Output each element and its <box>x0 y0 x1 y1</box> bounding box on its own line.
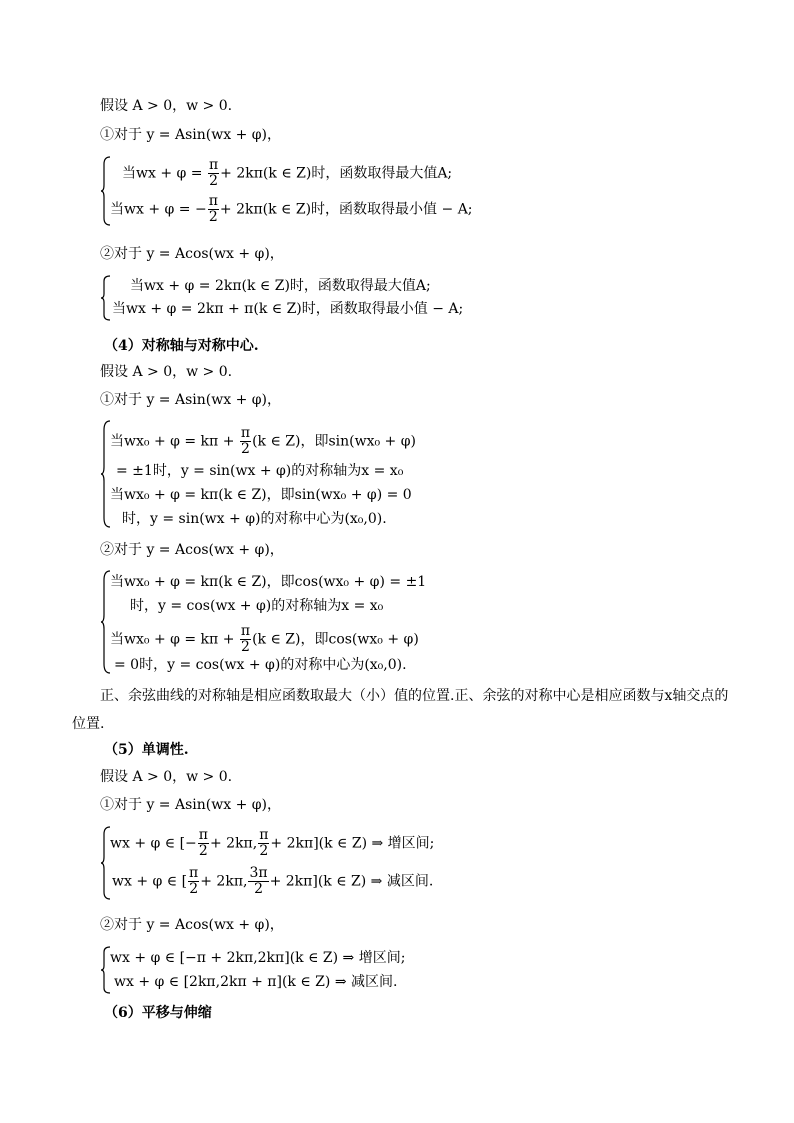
fraction-num: π <box>208 193 218 209</box>
cos-center-result: = 0时，y = cos(wx + φ)的对称中心为(x₀,0). <box>114 657 407 673</box>
sin-max-pre: 当wx + φ = <box>122 165 207 182</box>
fraction <box>240 426 251 457</box>
assumption-line: 假设 A > 0，w > 0. <box>100 769 233 785</box>
cos-increasing-interval: wx + φ ∈ [−π + 2kπ,2kπ](k ∈ Z) ⇒ 增区间; <box>110 950 406 966</box>
sin-intro-line: ①对于 y = Asin(wx + φ)， <box>100 127 282 143</box>
sin-inc-mid: + 2kπ, <box>209 835 258 852</box>
fraction <box>198 828 209 859</box>
fraction-num: 3π <box>249 865 268 881</box>
sin-axis-result: = ±1时，y = sin(wx + φ)的对称轴为x = x₀ <box>116 463 404 479</box>
fraction-den: 2 <box>208 209 218 225</box>
sin-intro-line: ①对于 y = Asin(wx + φ)， <box>100 392 282 408</box>
sin-min-pre: 当wx + φ = − <box>110 201 207 218</box>
fraction-den: 2 <box>198 843 208 859</box>
cos-axis-condition: 当wx₀ + φ = kπ(k ∈ Z)，即cos(wx₀ + φ) = ±1 <box>110 574 427 590</box>
cos-intro-line: ②对于 y = Acos(wx + φ)， <box>100 246 284 262</box>
assumption-line: 假设 A > 0，w > 0. <box>100 98 233 114</box>
cos-monotonic-cases <box>100 946 520 994</box>
sin-min-case <box>110 194 473 225</box>
fraction <box>188 866 199 897</box>
fraction-num: π <box>259 827 269 843</box>
sin-monotonic-cases <box>100 826 540 900</box>
fraction-den: 2 <box>189 881 199 897</box>
fraction-num: π <box>240 425 251 441</box>
sin-increasing-interval <box>110 828 434 859</box>
fraction-num: π <box>198 827 208 843</box>
sin-axis-pre: 当wx₀ + φ = kπ + <box>110 433 239 450</box>
left-brace-icon <box>100 275 112 321</box>
sin-inc-post: + 2kπ](k ∈ Z) ⇒ 增区间; <box>270 835 435 852</box>
fraction <box>240 624 251 655</box>
section-heading: （5）单调性. <box>104 742 189 758</box>
cos-center-condition <box>110 624 419 655</box>
cos-intro-line: ②对于 y = Acos(wx + φ)， <box>100 917 284 933</box>
fraction-num: π <box>240 623 251 639</box>
sin-center-result: 时，y = sin(wx + φ)的对称中心为(x₀,0). <box>122 511 387 527</box>
sin-axis-condition <box>110 426 416 457</box>
fraction <box>258 828 269 859</box>
cos-intro-line: ②对于 y = Acos(wx + φ)， <box>100 542 284 558</box>
section-heading: （4）对称轴与对称中心. <box>104 338 259 354</box>
fraction-den: 2 <box>254 881 263 897</box>
fraction <box>208 158 219 189</box>
sin-center-condition: 当wx₀ + φ = kπ(k ∈ Z)，即sin(wx₀ + φ) = 0 <box>110 487 412 503</box>
sin-intro-line: ①对于 y = Asin(wx + φ)， <box>100 797 282 813</box>
section-heading: （6）平移与伸缩 <box>104 1005 212 1021</box>
sin-inc-pre: wx + φ ∈ [− <box>110 835 197 852</box>
sin-max-post: + 2kπ(k ∈ Z)时，函数取得最大值A; <box>220 165 453 182</box>
cos-max-case: 当wx + φ = 2kπ(k ∈ Z)时，函数取得最大值A; <box>130 278 431 294</box>
assumption-line: 假设 A > 0，w > 0. <box>100 364 233 380</box>
cos-center-post: (k ∈ Z)，即cos(wx₀ + φ) <box>252 631 419 648</box>
cos-symmetry-cases <box>100 570 520 674</box>
cos-extrema-cases <box>100 275 520 321</box>
fraction <box>248 866 268 897</box>
sin-dec-mid: + 2kπ, <box>200 873 248 890</box>
cos-center-pre: 当wx₀ + φ = kπ + <box>110 631 239 648</box>
sin-extrema-cases <box>100 156 520 226</box>
summary-paragraph: 正、余弦曲线的对称轴是相应函数取最大（小）值的位置.正、余弦的对称中心是相应函数与x轴交点的位置. <box>72 688 729 732</box>
fraction-den: 2 <box>241 639 250 655</box>
cos-min-case: 当wx + φ = 2kπ + π(k ∈ Z)时，函数取得最小值 − A; <box>112 301 464 317</box>
fraction-den: 2 <box>209 173 219 189</box>
fraction-den: 2 <box>259 843 269 859</box>
sin-decreasing-interval <box>112 866 433 897</box>
sin-max-case <box>122 158 452 189</box>
sin-symmetry-cases <box>100 420 520 528</box>
cos-axis-result: 时，y = cos(wx + φ)的对称轴为x = x₀ <box>130 598 384 614</box>
sin-dec-pre: wx + φ ∈ [ <box>112 873 188 890</box>
cos-decreasing-interval: wx + φ ∈ [2kπ,2kπ + π](k ∈ Z) ⇒ 减区间. <box>114 974 398 990</box>
sin-axis-post: (k ∈ Z)，即sin(wx₀ + φ) <box>252 433 417 450</box>
fraction <box>208 194 219 225</box>
fraction-num: π <box>189 865 199 881</box>
fraction-den: 2 <box>241 441 250 457</box>
fraction-num: π <box>208 157 219 173</box>
sin-min-post: + 2kπ(k ∈ Z)时，函数取得最小值 − A; <box>219 201 473 218</box>
sin-dec-post: + 2kπ](k ∈ Z) ⇒ 减区间. <box>269 873 434 890</box>
